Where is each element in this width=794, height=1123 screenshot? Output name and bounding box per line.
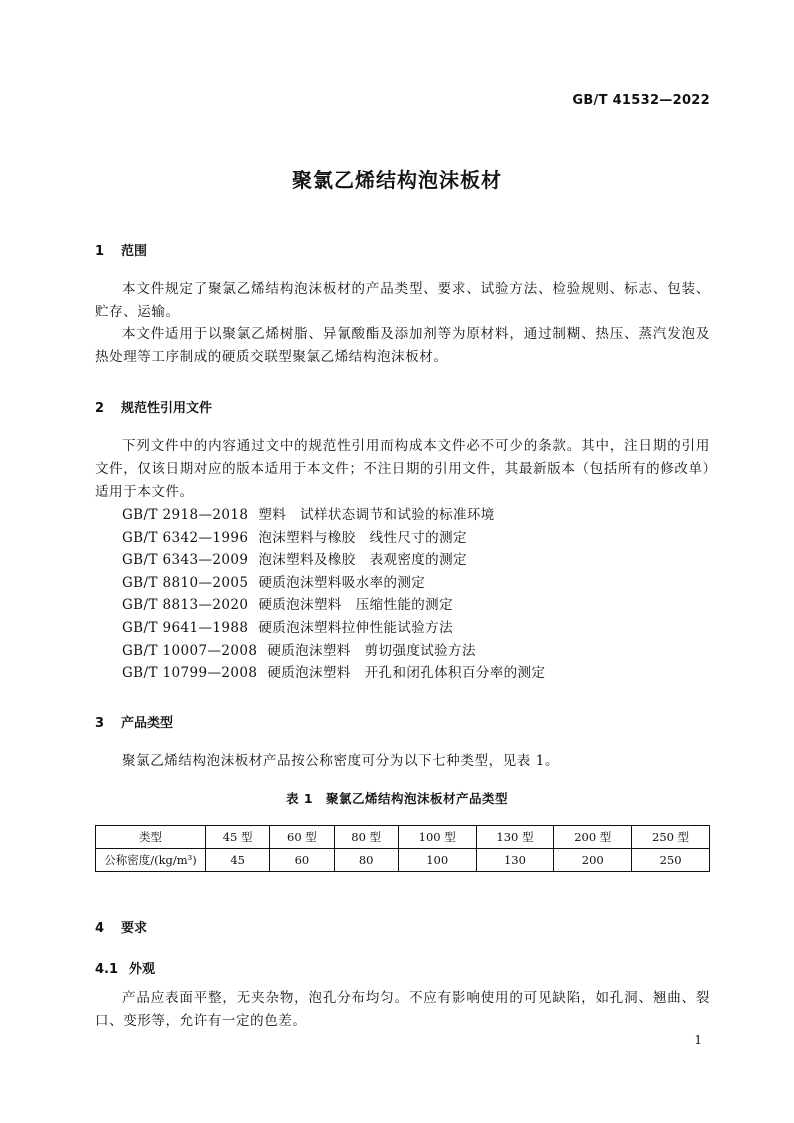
section-heading-requirements (95, 917, 147, 936)
table-header-cell: 45 型 (206, 826, 270, 849)
table-cell: 60 (270, 849, 334, 872)
reference-code: GB/T 10799—2008 (122, 665, 258, 682)
table-caption: 表 1 聚氯乙烯结构泡沫板材产品类型 (285, 791, 509, 806)
normative-intro: 下列文件中的内容通过文中的规范性引用而构成本文件必不可少的条款。其中，注日期的引用文件，仅该日期对应的版本适用于本文件；不注日期的引用文件，其最新版本（包括所有的修改单）适用于本文件。 (95, 438, 710, 500)
table-header-cell: 250 型 (632, 826, 710, 849)
section-number: 3 (95, 716, 105, 731)
table-header-cell: 80 型 (334, 826, 398, 849)
reference-title: 硬质泡沫塑料 压缩性能的测定 (258, 597, 453, 614)
subsection-title: 外观 (129, 962, 156, 977)
scope-paragraph-1: 本文件规定了聚氯乙烯结构泡沫板材的产品类型、要求、试验方法、检验规则、标志、包装、贮存、运输。 (95, 281, 710, 320)
table-header-cell: 130 型 (476, 826, 554, 849)
section-title: 规范性引用文件 (121, 401, 213, 416)
reference-code: GB/T 6342—1996 (122, 529, 249, 546)
section-number: 1 (95, 244, 105, 259)
reference-item (122, 617, 545, 640)
section-title: 要求 (121, 921, 148, 936)
section-title: 产品类型 (121, 716, 174, 731)
scope-paragraph-2: 本文件适用于以聚氯乙烯树脂、异氰酸酯及添加剂等为原材料，通过制糊、热压、蒸汽发泡及热处理等工序制成的硬质交联型聚氯乙烯结构泡沫板材。 (95, 326, 710, 365)
section-heading-scope (95, 240, 147, 259)
table-row (96, 849, 710, 872)
reference-code: GB/T 10007—2008 (122, 642, 258, 659)
subsection-number: 4.1 (95, 962, 119, 977)
subsection-heading-appearance (95, 958, 155, 977)
reference-code: GB/T 8813—2020 (122, 597, 249, 614)
reference-item (122, 640, 545, 663)
product-types-table (95, 825, 710, 872)
table-header-row (96, 826, 710, 849)
section-number: 4 (95, 921, 105, 936)
page-number: 1 (694, 1033, 702, 1047)
section-title: 范围 (121, 244, 148, 259)
reference-title: 硬质泡沫塑料 剪切强度试验方法 (267, 642, 476, 659)
reference-title: 泡沫塑料及橡胶 表观密度的测定 (258, 552, 467, 569)
table-cell: 130 (476, 849, 554, 872)
table-header-cell: 200 型 (554, 826, 632, 849)
reference-item (122, 549, 545, 572)
reference-title: 塑料 试样状态调节和试验的标准环境 (258, 507, 495, 523)
reference-item (122, 504, 545, 527)
table-header-cell: 60 型 (270, 826, 334, 849)
reference-item (122, 527, 545, 550)
reference-title: 泡沫塑料与橡胶 线性尺寸的测定 (258, 529, 467, 546)
table-header-cell: 100 型 (398, 826, 476, 849)
reference-code: GB/T 9641—1988 (122, 619, 249, 636)
section-number: 2 (95, 401, 105, 416)
reference-code: GB/T 8810—2005 (122, 574, 249, 591)
reference-title: 硬质泡沫塑料 开孔和闭孔体积百分率的测定 (267, 665, 546, 682)
section-heading-normative (95, 397, 212, 416)
table-cell: 45 (206, 849, 270, 872)
reference-title: 硬质泡沫塑料拉伸性能试验方法 (258, 619, 453, 636)
document-code: GB/T 41532—2022 (572, 93, 710, 108)
reference-item (122, 594, 545, 617)
document-title: 聚氯乙烯结构泡沫板材 (292, 168, 502, 192)
reference-code: GB/T 2918—2018 (122, 507, 249, 523)
section-heading-product-types (95, 712, 173, 731)
reference-item (122, 572, 545, 595)
table-cell: 250 (632, 849, 710, 872)
table-header-label: 类型 (96, 826, 206, 849)
table-cell: 100 (398, 849, 476, 872)
table-cell: 80 (334, 849, 398, 872)
table-cell: 200 (554, 849, 632, 872)
reference-code: GB/T 6343—2009 (122, 552, 249, 569)
table-row-label: 公称密度/(kg/m³) (96, 849, 206, 872)
reference-title: 硬质泡沫塑料吸水率的测定 (258, 574, 426, 591)
appearance-text: 产品应表面平整，无夹杂物，泡孔分布均匀。不应有影响使用的可见缺陷，如孔洞、翘曲、裂口、变形等，允许有一定的色差。 (95, 990, 710, 1029)
product-types-text: 聚氯乙烯结构泡沫板材产品按公称密度可分为以下七种类型，见表 1。 (122, 753, 560, 769)
reference-list (122, 504, 545, 685)
reference-item (122, 662, 545, 685)
